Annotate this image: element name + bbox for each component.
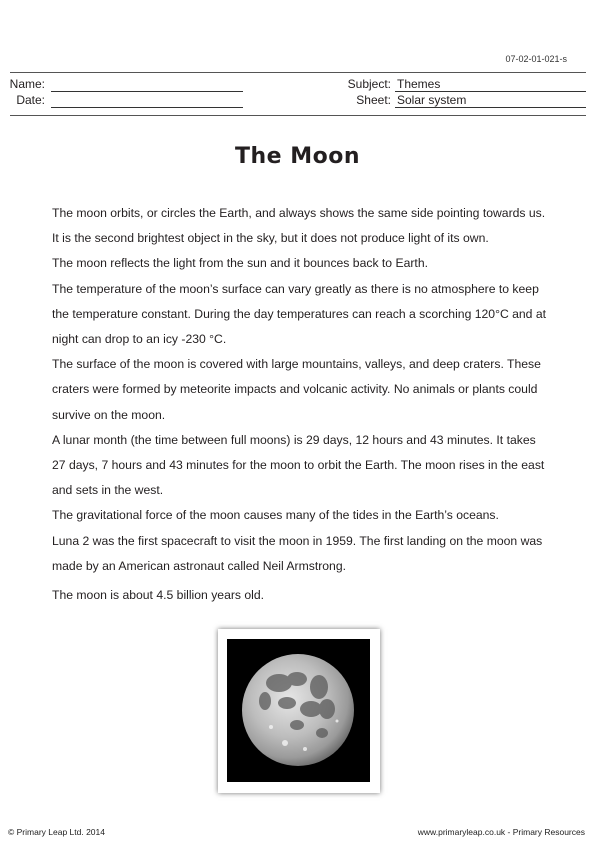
page-title: The Moon — [234, 144, 361, 169]
paragraph: The surface of the moon is covered with large mountains, valleys, and deep craters. These craters were formed by meteorite impacts and volcanic activity. No animals or plants could survive on the moon. — [52, 357, 541, 422]
sheet-value-line — [395, 93, 586, 108]
name-input-line[interactable] — [51, 77, 243, 92]
document-code: 07-02-01-021-s — [505, 54, 567, 64]
date-input-line[interactable] — [51, 93, 243, 108]
sheet-field — [300, 93, 590, 109]
moon-photo-frame — [218, 629, 380, 793]
header-top-rule — [10, 72, 586, 73]
paragraph: The gravitational force of the moon causes many of the tides in the Earth’s oceans. — [52, 508, 499, 523]
date-label: Date: — [16, 93, 45, 107]
sheet-value: Solar system — [397, 93, 467, 107]
footer-copyright: © Primary Leap Ltd. 2014 — [8, 827, 105, 837]
subject-field — [300, 77, 590, 93]
paragraph: The moon reflects the light from the sun and it bounces back to Earth. — [52, 256, 428, 271]
paragraph: A lunar month (the time between full moons) is 29 days, 12 hours and 43 minutes. It takes 27 days, 7 hours and 43 minutes for the moon to orbit the Earth. The moon rises in the east and sets in the west. — [52, 432, 545, 498]
subject-label: Subject: — [347, 77, 391, 91]
date-field — [0, 93, 260, 109]
moon-photo — [227, 639, 370, 782]
name-field — [0, 77, 260, 93]
paragraph: The moon orbits, or circles the Earth, and always shows the same side pointing towards us. It is the second brightest object in the sky, but it does not produce light of its own. — [52, 206, 546, 246]
paragraph: The moon is about 4.5 billion years old. — [52, 588, 265, 603]
sheet-label: Sheet: — [356, 93, 391, 107]
footer-site: www.primaryleap.co.uk - Primary Resources — [417, 827, 585, 837]
header-bottom-rule — [10, 115, 586, 116]
name-label: Name: — [9, 77, 45, 91]
paragraph: Luna 2 was the first spacecraft to visit the moon in 1959. The first landing on the moon was made by an American astronaut called Neil Armstrong. — [52, 533, 543, 573]
subject-value: Themes — [397, 77, 441, 91]
moon-image — [227, 639, 370, 782]
subject-value-line — [395, 77, 586, 92]
body-text — [52, 201, 552, 608]
paragraph: The temperature of the moon’s surface can vary greatly as there is no atmosphere to keep the temperature constant. During the day temperatures can reach a scorching 120°C and at night can drop to an icy -230 °C. — [52, 281, 547, 347]
